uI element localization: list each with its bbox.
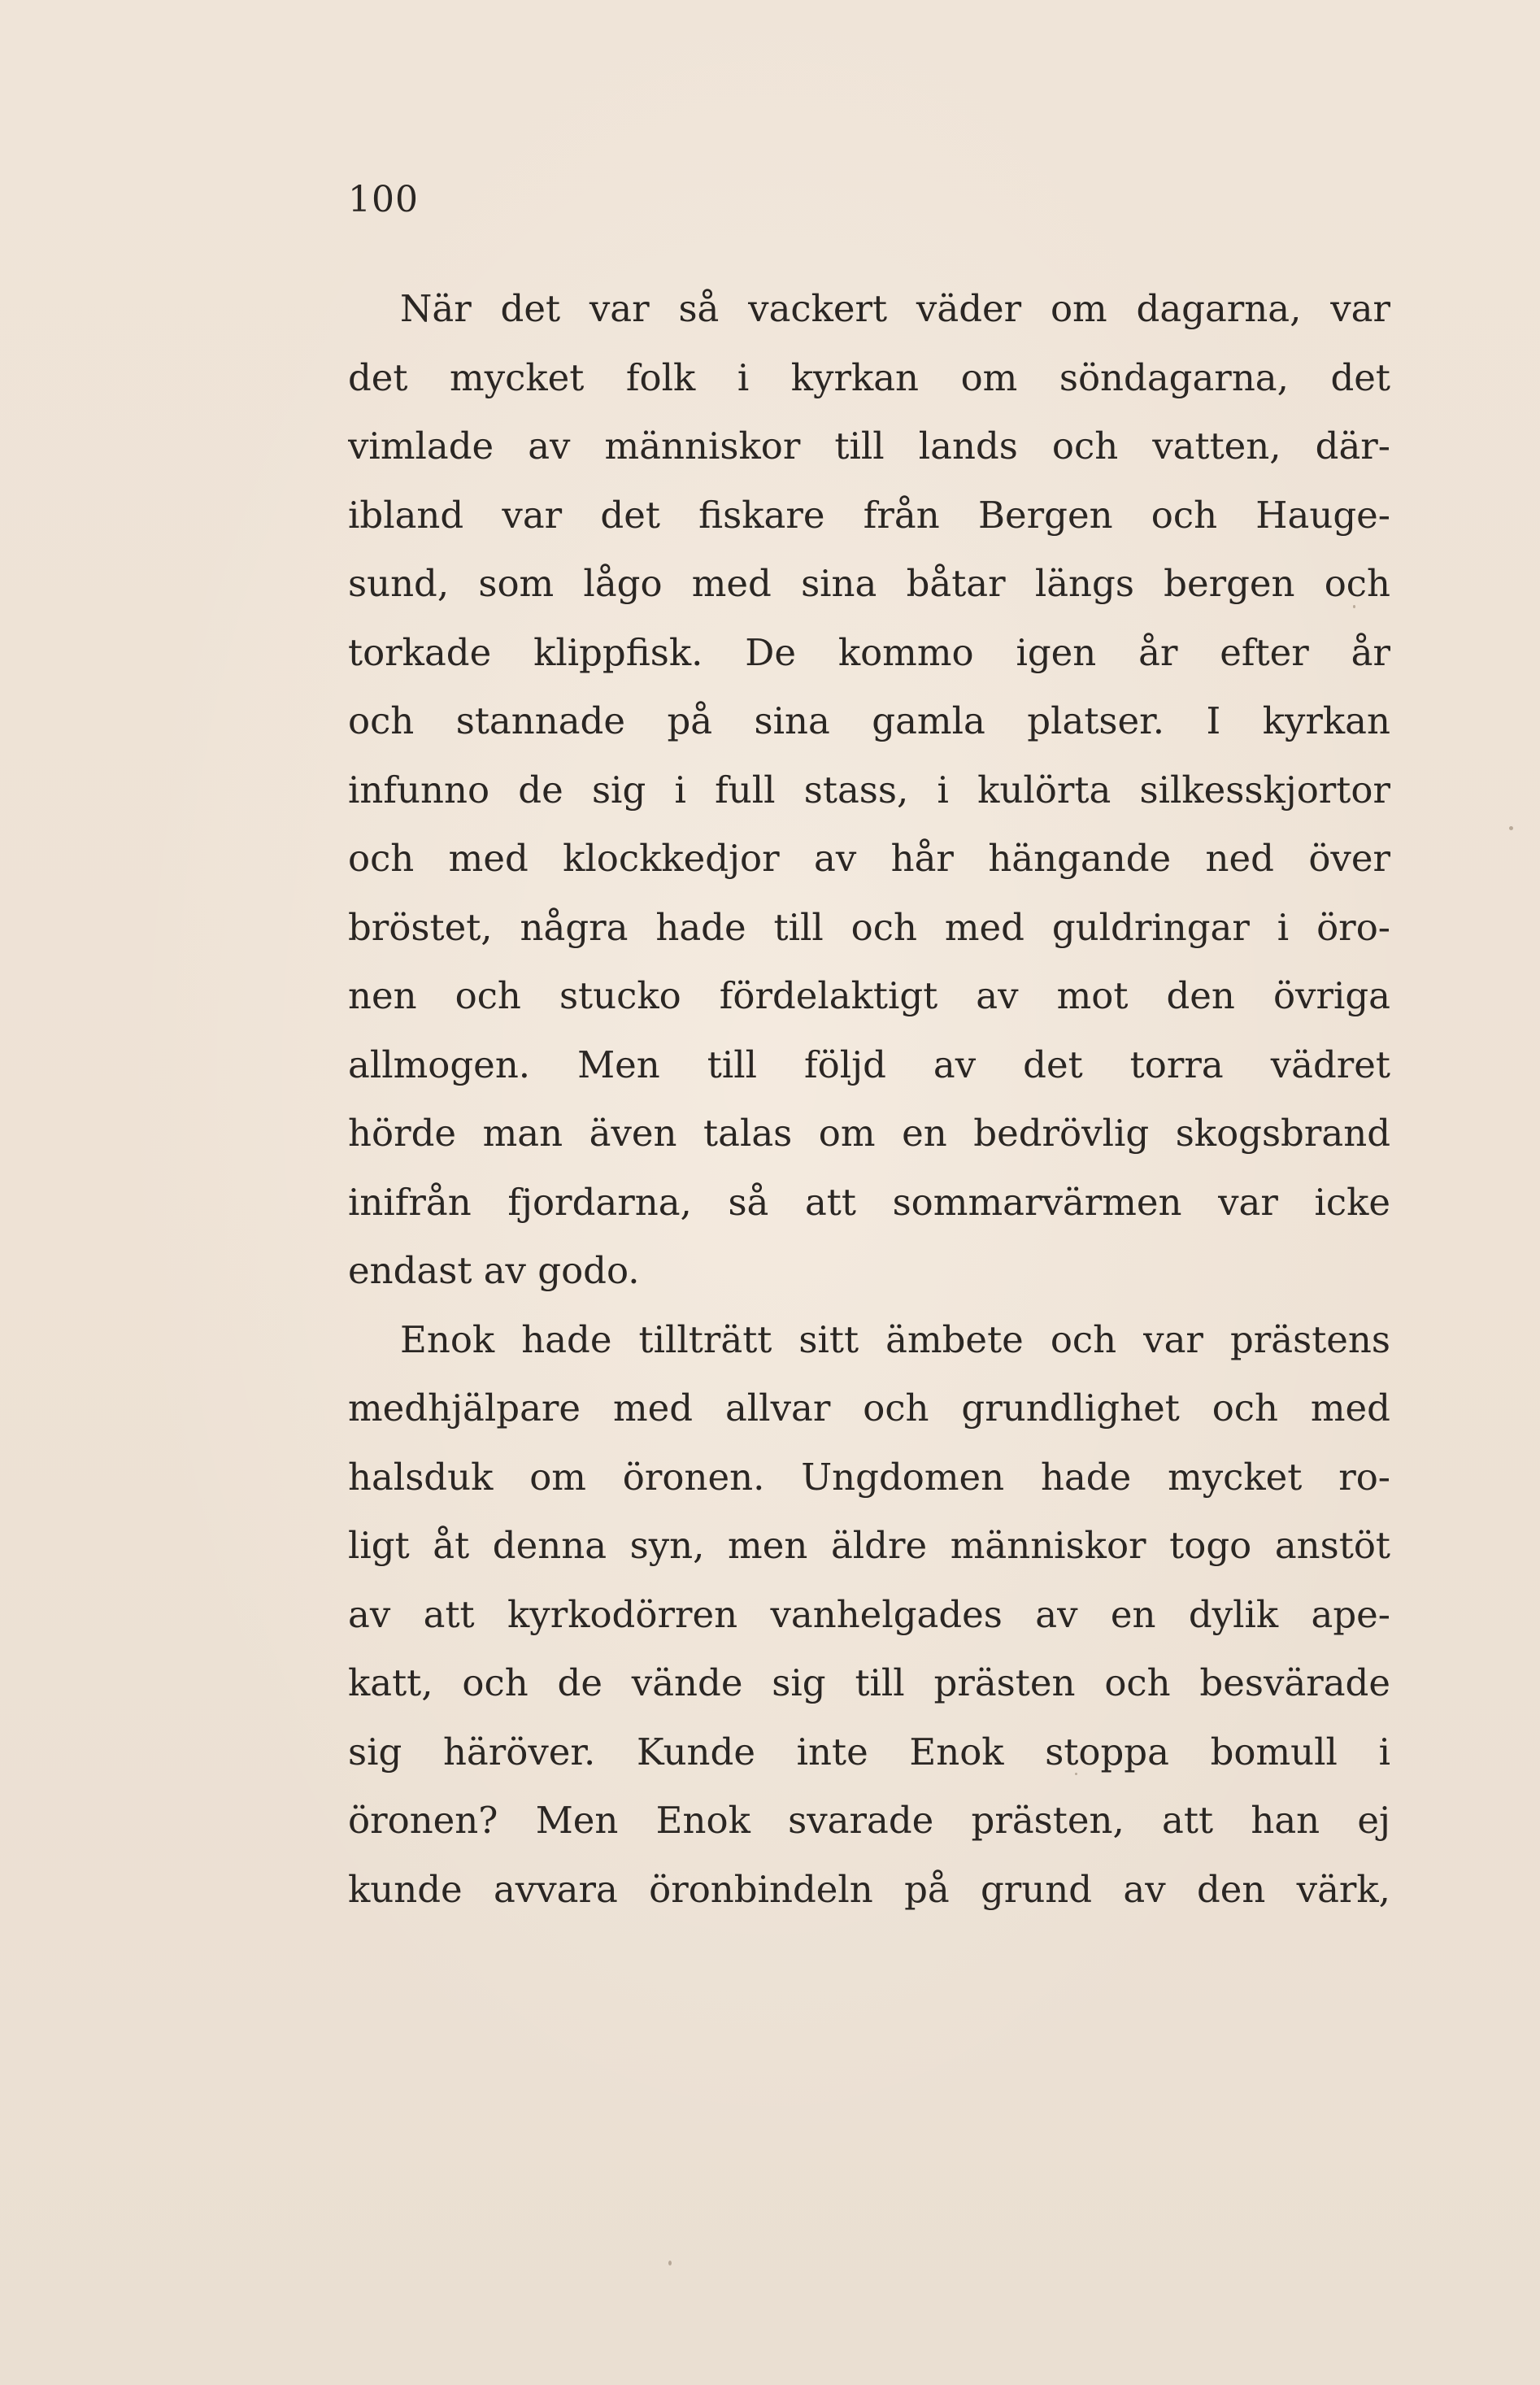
text-line: öronen? Men Enok svarade prästen, att han ej xyxy=(348,1799,1390,1842)
text-line: sig häröver. Kunde inte Enok stoppa bomull i xyxy=(348,1730,1390,1774)
text-line: ibland var det fiskare från Bergen och Hauge- xyxy=(348,493,1390,537)
paragraph xyxy=(348,275,1390,1306)
text-line: och med klockkedjor av hår hängande ned över xyxy=(348,837,1390,880)
text-line: halsduk om öronen. Ungdomen hade mycket ro- xyxy=(348,1455,1390,1499)
text-line: När det var så vackert väder om dagarna, var xyxy=(400,287,1390,330)
text-line: torkade klippfisk. De kommo igen år efter år xyxy=(348,630,1390,674)
paper-speck xyxy=(668,2261,672,2265)
text-line: hörde man även talas om en bedrövlig skogsbrand xyxy=(348,1112,1390,1155)
text-line: endast av godo. xyxy=(348,1249,640,1292)
body-text xyxy=(348,275,1390,1924)
page-number: 100 xyxy=(348,179,419,220)
text-line: sund, som lågo med sina båtar längs bergen och xyxy=(348,562,1390,605)
paper-speck xyxy=(1353,605,1355,608)
text-line: allmogen. Men till följd av det torra vädret xyxy=(348,1042,1390,1086)
text-line: katt, och de vände sig till prästen och besvärade xyxy=(348,1661,1390,1704)
paragraph xyxy=(348,1306,1390,1925)
text-line: av att kyrkodörren vanhelgades av en dylik ape- xyxy=(348,1592,1390,1636)
text-line: infunno de sig i full stass, i kulörta silkesskjortor xyxy=(348,768,1390,812)
text-line: det mycket folk i kyrkan om söndagarna, det xyxy=(348,355,1390,399)
text-line: bröstet, några hade till och med guldringar i öro- xyxy=(348,905,1390,949)
text-line: nen och stucko fördelaktigt av mot den övriga xyxy=(348,974,1390,1017)
text-line: Enok hade tillträtt sitt ämbete och var prästens xyxy=(400,1317,1390,1361)
paper-speck xyxy=(1509,826,1513,830)
text-line: och stannade på sina gamla platser. I kyrkan xyxy=(348,699,1390,742)
text-line: inifrån fjordarna, så att sommarvärmen var icke xyxy=(348,1180,1390,1224)
text-line: ligt åt denna syn, men äldre människor togo anstöt xyxy=(348,1524,1390,1567)
paper-speck xyxy=(1075,1773,1077,1775)
text-line: vimlade av människor till lands och vatten, där- xyxy=(348,424,1390,468)
text-line: medhjälpare med allvar och grundlighet och med xyxy=(348,1386,1390,1430)
text-line: kunde avvara öronbindeln på grund av den värk, xyxy=(348,1867,1390,1911)
